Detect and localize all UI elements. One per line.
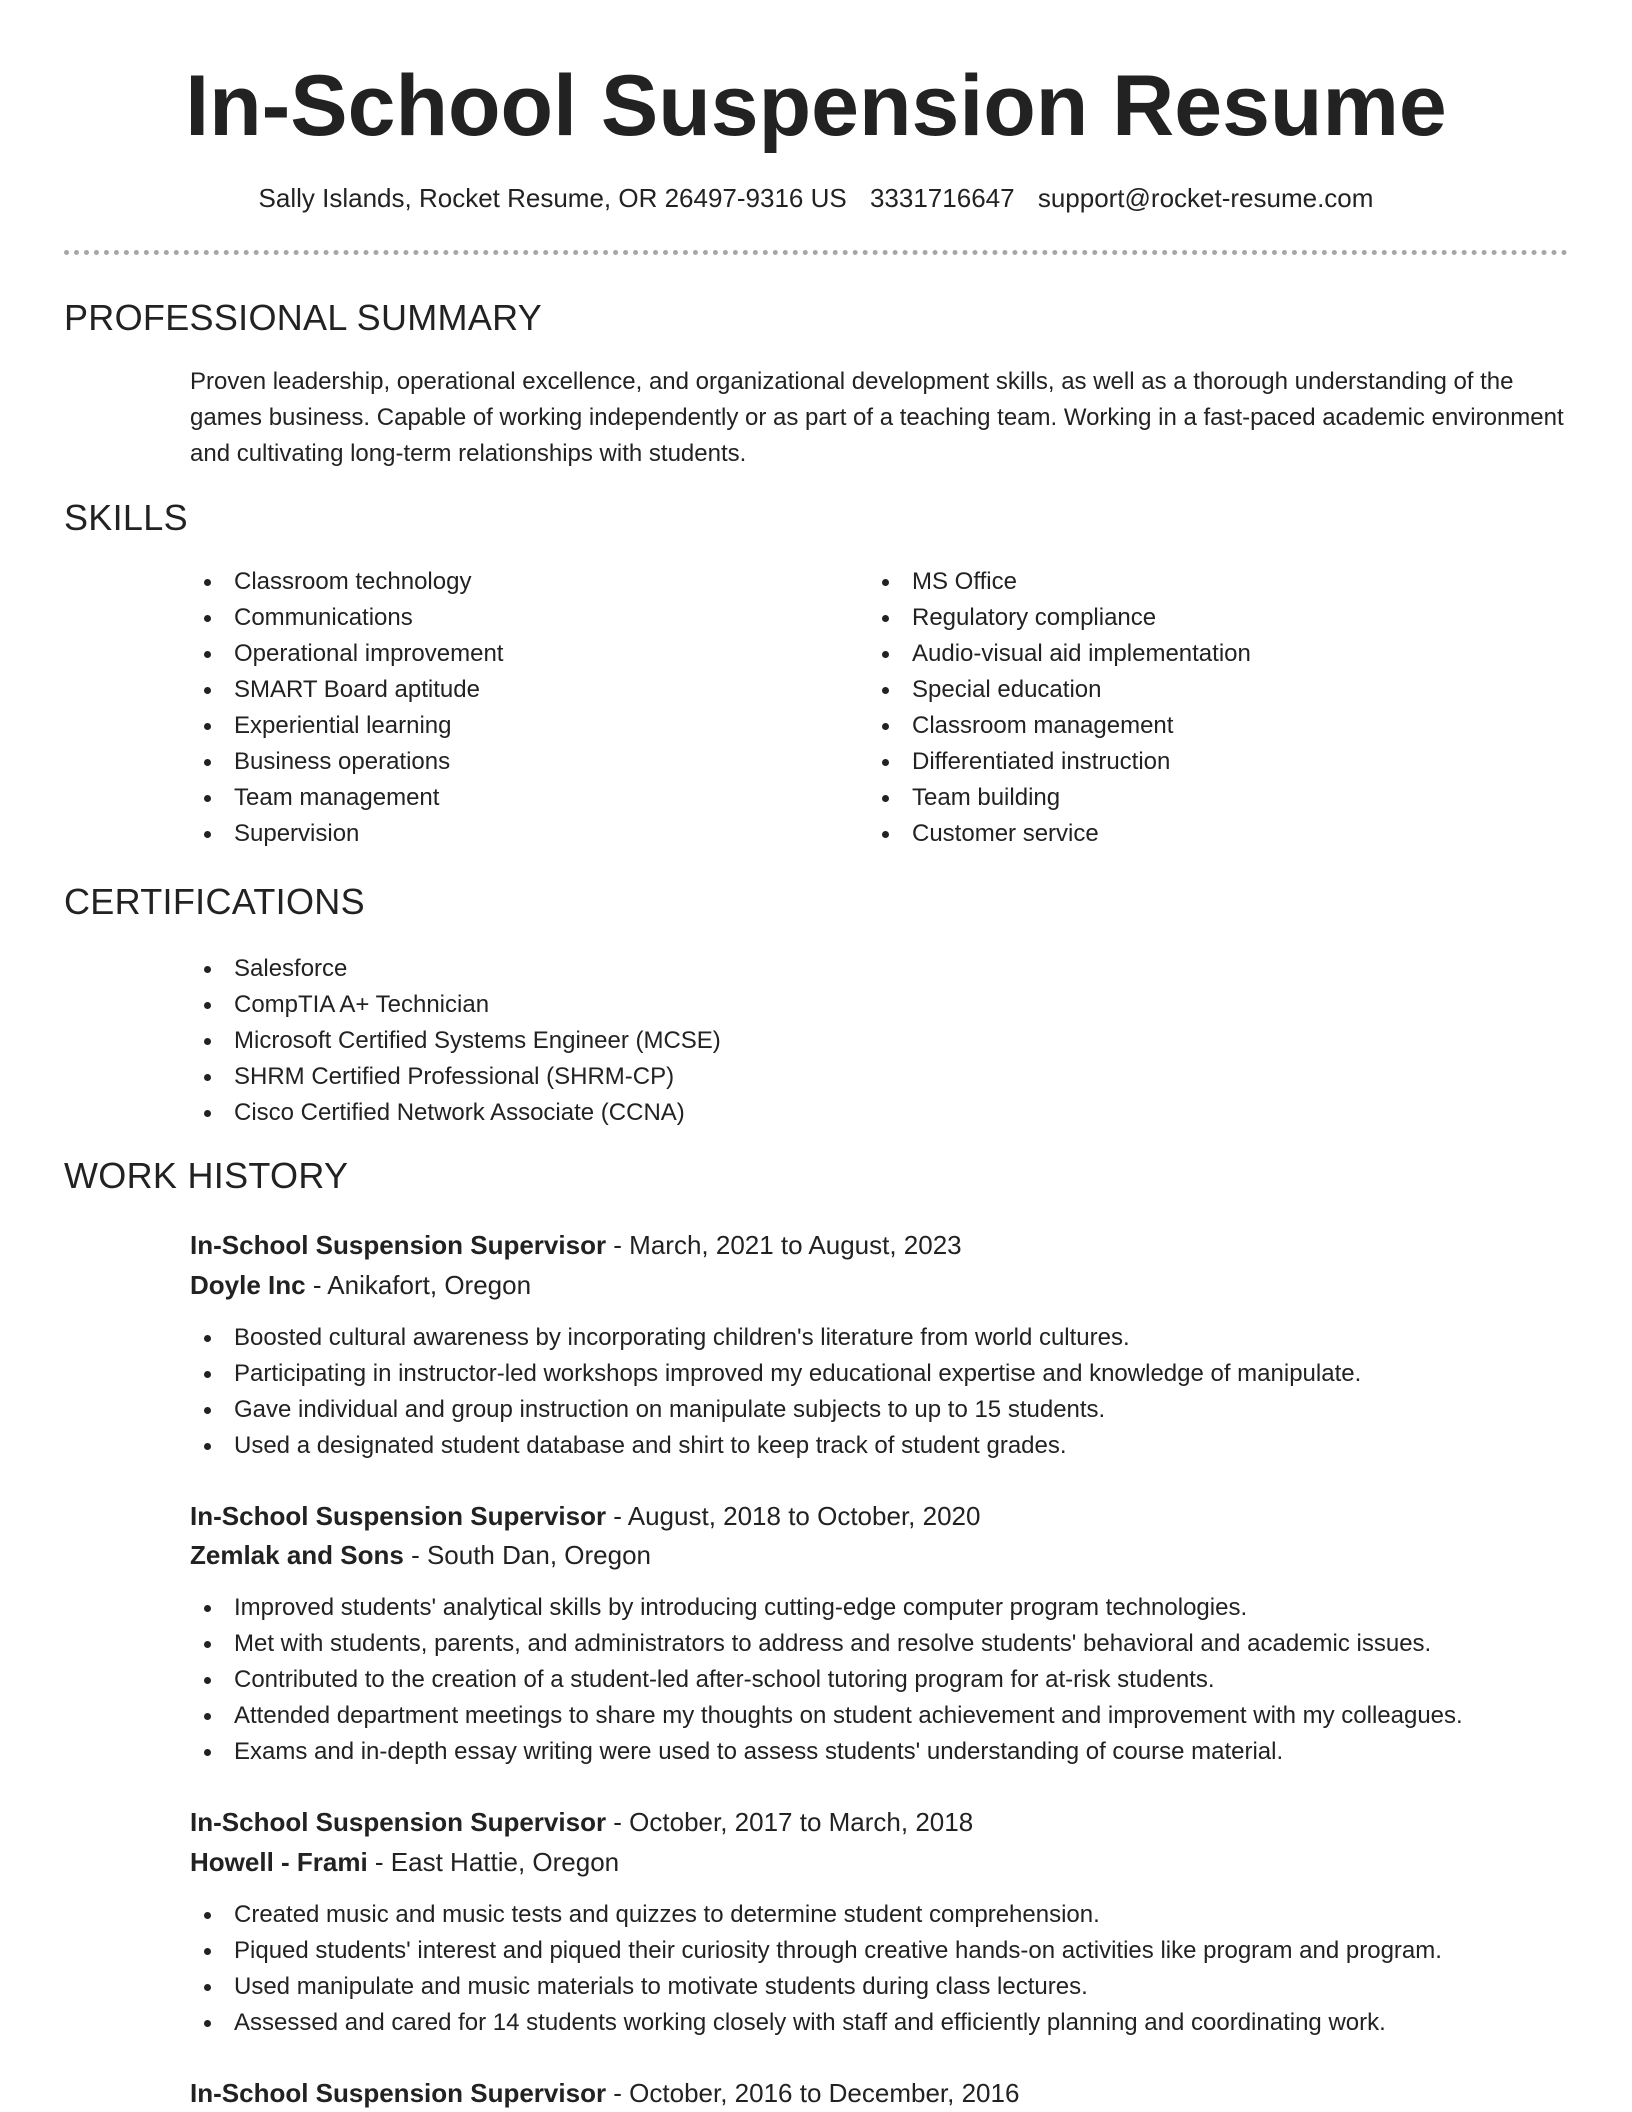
job-title-line <box>190 1803 973 1841</box>
skills-list-left <box>190 564 503 852</box>
job-role: In-School Suspension Supervisor <box>190 1807 607 1837</box>
contact-phone: 3331716647 <box>869 183 1015 213</box>
job-dates: - August, 2018 to October, 2020 <box>606 1501 981 1531</box>
job-company: Doyle Inc <box>190 1270 306 1300</box>
list-item: Supervision <box>190 816 503 852</box>
list-item: Team management <box>190 780 503 816</box>
contact-line <box>0 180 1632 216</box>
list-item: Customer service <box>868 816 1251 852</box>
certifications-list <box>190 951 721 1131</box>
list-item: Team building <box>868 780 1251 816</box>
job-bullets <box>190 1590 1463 1770</box>
job-dates: - October, 2017 to March, 2018 <box>606 1807 974 1837</box>
list-item: Communications <box>190 600 503 636</box>
list-item: Exams and in-depth essay writing were used to assess students' understanding of course material. <box>190 1734 1463 1770</box>
list-item: Experiential learning <box>190 708 503 744</box>
list-item: Classroom technology <box>190 564 503 600</box>
section-title-certifications: CERTIFICATIONS <box>64 881 365 922</box>
job-role: In-School Suspension Supervisor <box>190 1501 607 1531</box>
list-item: Differentiated instruction <box>868 744 1251 780</box>
list-item: Assessed and cared for 14 students working closely with staff and efficiently planning and coordinating work. <box>190 2005 1442 2041</box>
job-company-line <box>190 1843 619 1881</box>
header-divider <box>64 250 1568 255</box>
list-item: SHRM Certified Professional (SHRM-CP) <box>190 1059 721 1095</box>
list-item: Regulatory compliance <box>868 600 1251 636</box>
section-title-summary: PROFESSIONAL SUMMARY <box>64 297 543 338</box>
list-item: Microsoft Certified Systems Engineer (MCSE) <box>190 1023 721 1059</box>
list-item: Created music and music tests and quizzes to determine student comprehension. <box>190 1897 1442 1933</box>
job-location: - Anikafort, Oregon <box>305 1270 532 1300</box>
list-item: CompTIA A+ Technician <box>190 987 721 1023</box>
section-title-work-history: WORK HISTORY <box>64 1155 349 1196</box>
list-item: Operational improvement <box>190 636 503 672</box>
job-bullets <box>190 1320 1361 1464</box>
job-location: - East Hattie, Oregon <box>367 1847 620 1877</box>
job-company-line <box>190 1536 651 1574</box>
job-dates: - March, 2021 to August, 2023 <box>606 1230 962 1260</box>
contact-email: support@rocket-resume.com <box>1037 183 1374 213</box>
list-item: SMART Board aptitude <box>190 672 503 708</box>
job-role: In-School Suspension Supervisor <box>190 1230 607 1260</box>
job-company-line <box>190 1266 531 1304</box>
job-title-line <box>190 1497 980 1535</box>
list-item: Cisco Certified Network Associate (CCNA) <box>190 1095 721 1131</box>
job-bullets <box>190 1897 1442 2041</box>
list-item: Boosted cultural awareness by incorporating children's literature from world cultures. <box>190 1320 1361 1356</box>
list-item: Audio-visual aid implementation <box>868 636 1251 672</box>
resume-title: In-School Suspension Resume <box>185 58 1447 154</box>
list-item: MS Office <box>868 564 1251 600</box>
job-company: Zemlak and Sons <box>190 1540 404 1570</box>
list-item: Contributed to the creation of a student-led after-school tutoring program for at-risk students. <box>190 1662 1463 1698</box>
job-location: - South Dan, Oregon <box>403 1540 651 1570</box>
job-title-line <box>190 2074 1019 2112</box>
list-item: Used a designated student database and shirt to keep track of student grades. <box>190 1428 1361 1464</box>
list-item: Piqued students' interest and piqued their curiosity through creative hands-on activities like program and program. <box>190 1933 1442 1969</box>
list-item: Participating in instructor-led workshops improved my educational expertise and knowledge of manipulate. <box>190 1356 1361 1392</box>
skills-list-right <box>868 564 1251 852</box>
list-item: Business operations <box>190 744 503 780</box>
list-item: Classroom management <box>868 708 1251 744</box>
list-item: Special education <box>868 672 1251 708</box>
list-item: Gave individual and group instruction on manipulate subjects to up to 15 students. <box>190 1392 1361 1428</box>
job-dates: - October, 2016 to December, 2016 <box>606 2078 1020 2108</box>
contact-address: Sally Islands, Rocket Resume, OR 26497-9316 US <box>258 183 847 213</box>
job-company: Howell - Frami <box>190 1847 368 1877</box>
section-title-skills: SKILLS <box>64 497 188 538</box>
list-item: Met with students, parents, and administrators to address and resolve students' behavioral and academic issues. <box>190 1626 1463 1662</box>
job-title-line <box>190 1226 962 1264</box>
job-role: In-School Suspension Supervisor <box>190 2078 607 2108</box>
list-item: Attended department meetings to share my thoughts on student achievement and improvement with my colleagues. <box>190 1698 1463 1734</box>
summary-text: Proven leadership, operational excellence, and organizational development skills, as well as a thorough understanding of the games business. Capable of working independently or as part of a teaching team. Working in a fast-paced academic environment and cultivating long-term relationships with students. <box>190 368 1564 467</box>
list-item: Improved students' analytical skills by introducing cutting-edge computer program technologies. <box>190 1590 1463 1626</box>
list-item: Salesforce <box>190 951 721 987</box>
list-item: Used manipulate and music materials to motivate students during class lectures. <box>190 1969 1442 2005</box>
